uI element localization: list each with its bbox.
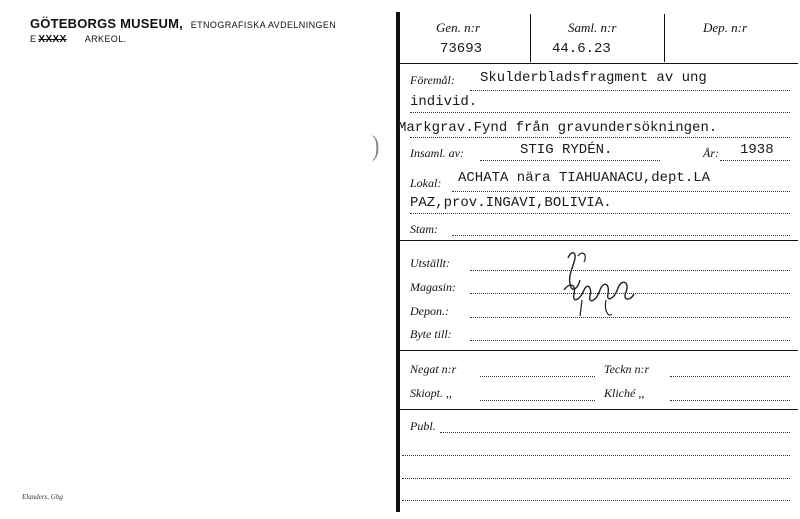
dotted-line (402, 478, 790, 479)
klische-label: Kliché ,, (604, 386, 645, 400)
ar-label: År: (703, 146, 719, 160)
dotted-line (470, 340, 790, 341)
foremal-line1: Skulderbladsfragment av ung (480, 70, 707, 86)
section-rule (398, 240, 798, 241)
dotted-line (670, 376, 790, 377)
dotted-line (410, 213, 790, 214)
foremal-line2: individ. (410, 94, 478, 110)
dotted-line (480, 400, 595, 401)
ar-value: 1938 (740, 142, 774, 158)
depon-label: Depon.: (410, 304, 449, 318)
dotted-line (402, 500, 790, 501)
saml-value: 44.6.23 (552, 41, 611, 57)
magasin-label: Magasin: (410, 280, 456, 294)
foremal-label: Föremål: (410, 73, 455, 87)
section-rule (398, 409, 798, 410)
dotted-line (670, 400, 790, 401)
department-name: ETNOGRAFISKA AVDELNINGEN (190, 20, 337, 30)
museum-name (30, 16, 336, 31)
dotted-line (480, 160, 660, 161)
printer-mark: Elanders, Gbg (22, 493, 63, 501)
dep-label: Dep. n:r (703, 20, 748, 35)
negat-label: Negat n:r (410, 362, 457, 376)
teckn-label: Teckn n:r (604, 362, 650, 376)
saml-label: Saml. n:r (568, 20, 617, 35)
dotted-line (440, 432, 790, 433)
section-rule (398, 350, 798, 351)
dotted-line (410, 137, 790, 138)
department-line (30, 34, 127, 45)
museum-title: GÖTEBORGS MUSEUM, (30, 16, 183, 31)
dotted-line (402, 455, 790, 456)
dotted-line (452, 235, 790, 236)
arkeol-label: ARKEOL. (84, 34, 127, 44)
lokal-line1: ACHATA nära TIAHUANACU,dept.LA (458, 170, 711, 186)
gen-label: Gen. n:r (436, 20, 481, 35)
publ-label: Publ. (410, 419, 436, 433)
department-prefix: E (30, 34, 37, 44)
handwritten-annotation (560, 244, 640, 324)
card-left-border (396, 12, 400, 512)
header-divider (530, 14, 531, 62)
header-divider (664, 14, 665, 62)
dotted-line (452, 191, 790, 192)
dotted-line (470, 90, 790, 91)
foremal-line3: Markgrav.Fynd från gravundersökningen. (398, 120, 718, 136)
byte-label: Byte till: (410, 327, 452, 341)
skiopt-label: Skiopt. ,, (410, 386, 452, 400)
pencil-mark: ) (372, 129, 380, 162)
stam-label: Stam: (410, 222, 438, 236)
insaml-label: Insaml. av: (410, 146, 464, 160)
dotted-line (720, 160, 790, 161)
dotted-line (480, 376, 595, 377)
lokal-line2: PAZ,prov.INGAVI,BOLIVIA. (410, 195, 612, 211)
dotted-line (410, 112, 790, 113)
insaml-value: STIG RYDÉN. (520, 142, 613, 158)
gen-value: 73693 (440, 41, 483, 57)
section-rule (398, 63, 798, 64)
utstallt-label: Utställt: (410, 256, 451, 270)
lokal-label: Lokal: (410, 176, 442, 190)
struck-text: XXXX (38, 34, 67, 45)
